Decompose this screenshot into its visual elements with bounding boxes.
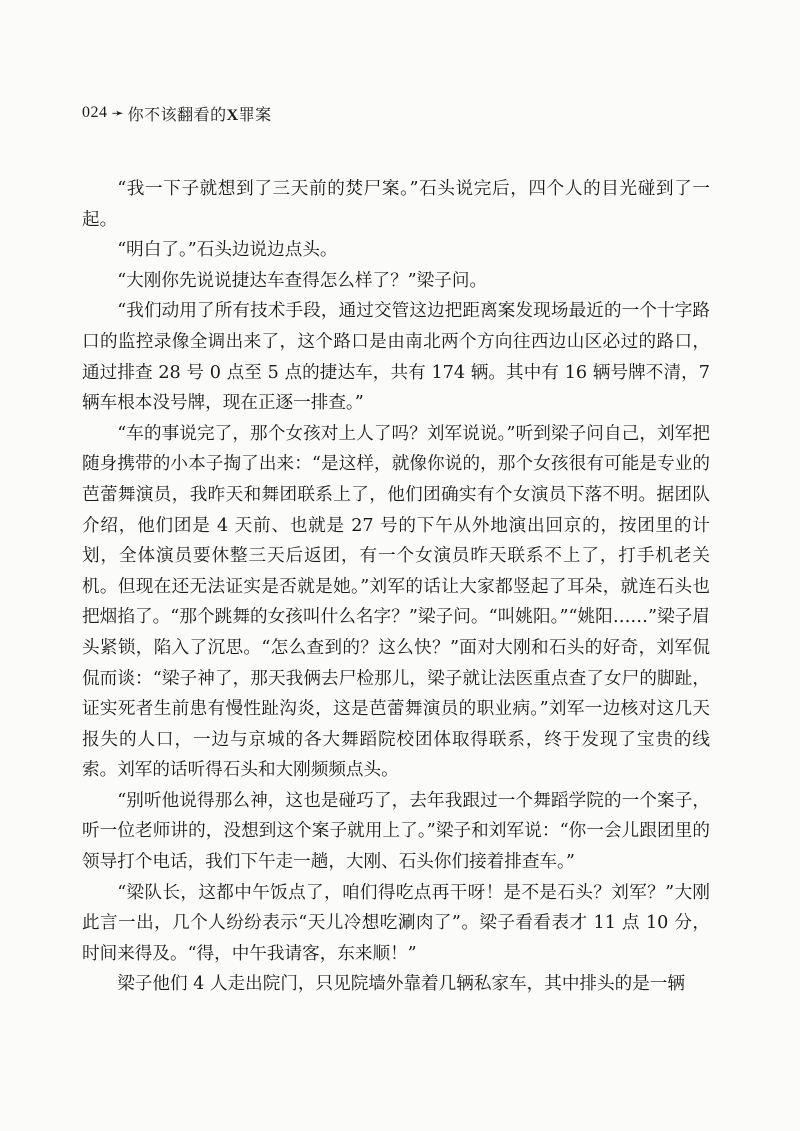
body-text xyxy=(82,174,710,1000)
paragraph: “梁队长，这都中午饭点了，咱们得吃点再干呀！是不是石头？刘军？”大刚此言一出，几个人纷纷表示“天儿冷想吃涮肉了”。梁子看看表才 11 点 10 分，时间来得及。“得，中午我请客，东来顺！” xyxy=(82,882,710,964)
paragraph: “明白了。”石头边说边点头。 xyxy=(117,240,338,261)
paragraph: “车的事说完了，那个女孩对上人了吗？刘军说说。”听到梁子问自己，刘军把随身携带的小本子掏了出来：“是这样，就像你说的，那个女孩很有可能是专业的芭蕾舞演员，我昨天和舞团联系上了，他们团确实有个女演员下落不明。据团队介绍，他们团是 4 天前、也就是 27 号的下午从外地演出回京的，按团里的计划，全体演员要休整三天后返团，有一个女演员昨天联系不上了，打手机老关机。但现在还无法证实是否就是她。”刘军的话让大家都竖起了耳朵，就连石头也把烟掐了。“那个跳舞的女孩叫什么名字？”梁子问。“叫姚阳。”“姚阳……”梁子眉头紧锁，陷入了沉思。“怎么查到的？这么快？”面对大刚和石头的好奇，刘军侃侃而谈：“梁子神了，那天我俩去尸检那儿，梁子就让法医重点查了女尸的脚趾，证实死者生前患有慢性趾沟炎，这是芭蕾舞演员的职业病。”刘军一边核对这几天报失的人口，一边与京城的各大舞蹈院校团体取得联系，终于发现了宝贵的线索。刘军的话听得石头和大刚频频点头。 xyxy=(82,423,710,781)
paragraph: “大刚你先说说捷达车查得怎么样了？”梁子问。 xyxy=(117,270,488,291)
arrow-icon: ➛ xyxy=(111,104,125,122)
paragraph: “我们动用了所有技术手段，通过交管这边把距离案发现场最近的一个十字路口的监控录像全调出来了，这个路口是由南北两个方向往西边山区必过的路口，通过排查 28 号 0 点至 5 点的捷达车，共有 174 辆。其中有 16 辆号牌不清，7 辆车根本没号牌，现在正逐一排查。” xyxy=(82,301,710,414)
book-title-suffix: 罪案 xyxy=(238,104,272,124)
paragraph: 梁子他们 4 人走出院门，只见院墙外靠着几辆私家车，其中排头的是一辆 xyxy=(117,974,685,995)
book-title-x: X xyxy=(226,106,239,124)
book-title-prefix: 你不该翻看的 xyxy=(127,104,227,124)
paragraph: “别听他说得那么神，这也是碰巧了，去年我跟过一个舞蹈学院的一个案子，听一位老师讲的，没想到这个案子就用上了。”梁子和刘军说：“你一会儿跟团里的领导打个电话，我们下午走一趟，大刚、石头你们接着排查车。” xyxy=(82,790,710,873)
page-number: 024 xyxy=(82,104,108,121)
running-header xyxy=(82,100,272,126)
book-title xyxy=(128,102,272,125)
paragraph: “我一下子就想到了三天前的焚尸案。”石头说完后，四个人的目光碰到了一起。 xyxy=(82,179,710,230)
